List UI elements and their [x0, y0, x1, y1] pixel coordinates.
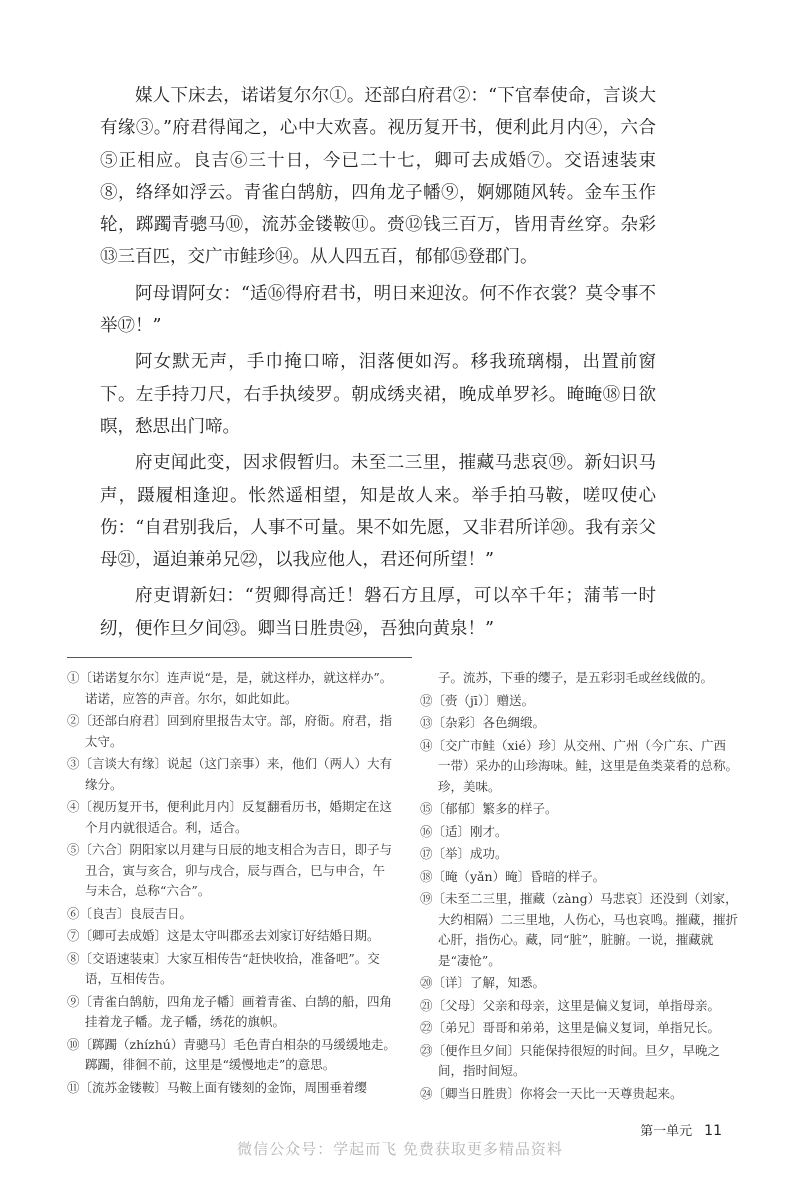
footnote: ⑤〔六合〕阴阳家以月建与日辰的地支相合为吉日，即子与丑合，寅与亥合，卯与戌合，辰与酉合，巳与申合，午与未合，总称“六合”。	[67, 842, 393, 898]
footnote: ⑫〔赍（jī）〕赠送。	[420, 692, 535, 708]
paragraph: 阿女默无声，手巾掩口啼，泪落便如泻。移我琉璃榻，出置前窗下。左手持刀尺，右手执绫罗。朝成绣夹裙，晚成单罗衫。晻晻⑱日欲暝，愁思出门啼。	[100, 352, 656, 437]
footnote: ⑦〔卿可去成婚〕这是太守叫郡丞去刘家订好结婚日期。	[67, 928, 380, 943]
footnote: ⑧〔交语速装束〕大家互相传告“赶快收拾，准备吧”。交语，互相传告。	[67, 950, 380, 986]
footnote: ⑬〔杂彩〕各色绸缎。	[420, 715, 546, 730]
main-text	[100, 80, 656, 645]
footnote: ⑮〔郁郁〕繁多的样子。	[420, 801, 558, 816]
footnote: ③〔言谈大有缘〕说起（这门亲事）来，他们（两人）大有缘分。	[67, 756, 393, 792]
footnote: ①〔诺诺复尔尔〕连声说“是，是，就这样办，就这样办”。诺诺，应答的声音。尔尔，如此如此。	[67, 670, 393, 706]
paragraph: 府吏谓新妇：“贺卿得高迁！磐石方且厚，可以卒千年；蒲苇一时纫，便作旦夕间㉓。卿当日胜贵㉔，吾独向黄泉！”	[100, 586, 656, 639]
footnote: ㉑〔父母〕父亲和母亲，这里是偏义复词，单指母亲。	[420, 997, 721, 1013]
footnotes-left-column	[67, 668, 397, 1100]
footnote-continuation: 子。流苏，下垂的缨子，是五彩羽毛或丝线做的。	[438, 670, 714, 685]
paragraph: 阿母谓阿女：“适⑯得府君书，明日来迎汝。何不作衣裳？莫令事不举⑰！”	[100, 283, 656, 337]
footnote: ⑥〔良吉〕良辰吉日。	[67, 905, 193, 921]
footnote: ⑰〔举〕成功。	[420, 846, 508, 861]
footnote: ⑪〔流苏金镂鞍〕马鞍上面有镂刻的金饰，周围垂着缨	[67, 1079, 368, 1095]
footnote: ⑱〔晻（yǎn）晻〕昏暗的样子。	[420, 868, 606, 884]
footnote: ㉔〔卿当日胜贵〕你将会一天比一天尊贵起来。	[420, 1085, 683, 1101]
footnote-divider	[67, 657, 412, 658]
footnote: ㉓〔便作旦夕间〕只能保持很短的时间。旦夕，早晚之间，指时间短。	[420, 1042, 721, 1078]
footnote: ⑨〔青雀白鹄舫，四角龙子幡〕画着青雀、白鹄的船，四角挂着龙子幡。龙子幡，绣花的旗帜。	[67, 993, 393, 1029]
paragraph: 媒人下床去，诺诺复尔尔①。还部白府君②：“下官奉使命，言谈大有缘③。”府君得闻之，心中大欢喜。视历复开书，便利此月内④，六合⑤正相应。良吉⑥三十日，今已二十七，卿可去成婚⑦。交语速装束⑧，络绎如浮云。青雀白鹄舫，四角龙子幡⑨，婀娜随风转。金车玉作轮，踯躅青骢马⑩，流苏金镂鞍⑪。赍⑫钱三百万，皆用青丝穿。杂彩⑬三百匹，交广市鲑珍⑭。从人四五百，郁郁⑮登郡门。	[100, 86, 656, 268]
footnote: ⑳〔详〕了解，知悉。	[420, 975, 546, 990]
page-footer	[640, 1120, 722, 1139]
footnote: ②〔还部白府君〕回到府里报告太守。部，府衙。府君，指太守。	[67, 713, 393, 749]
unit-label: 第一单元	[640, 1124, 693, 1139]
footnote: ⑯〔适〕刚才。	[420, 823, 508, 839]
footnotes-right-column	[420, 668, 738, 1106]
footnote: ⑩〔踯躅（zhízhú）青骢马〕毛色青白相杂的马缓缓地走。踯躅，徘徊不前，这里是“缓慢地走”的意思。	[67, 1036, 396, 1072]
footnote: ㉒〔弟兄〕哥哥和弟弟，这里是偏义复词，单指兄长。	[420, 1020, 721, 1035]
footnote: ⑭〔交广市鲑（xié）珍〕从交州、广州（今广东、广西一带）采办的山珍海味。鲑，这里是鱼类菜肴的总称。珍，美味。	[420, 737, 739, 794]
footnote: ⑲〔未至二三里，摧藏（zàng）马悲哀〕还没到（刘家，大约相隔）二三里地，人伤心，马也哀鸣。摧藏，摧折心肝，指伤心。藏，同“脏”，脏腑。一说，摧藏就是“凄怆”。	[420, 891, 739, 968]
watermark-text: 微信公众号：学起而飞 免费获取更多精品资料	[237, 1140, 563, 1158]
page-number: 11	[704, 1123, 722, 1139]
footnote: ④〔视历复开书，便利此月内〕反复翻看历书，婚期定在这个月内就很适合。利，适合。	[67, 799, 393, 835]
paragraph: 府吏闻此变，因求假暂归。未至二三里，摧藏马悲哀⑲。新妇识马声，蹑履相逢迎。怅然遥相望，知是故人来。举手拍马鞍，嗟叹使心伤：“自君别我后，人事不可量。果不如先愿，又非君所详⑳。我有亲父母㉑，逼迫兼弟兄㉒，以我应他人，君还何所望！”	[100, 453, 656, 571]
